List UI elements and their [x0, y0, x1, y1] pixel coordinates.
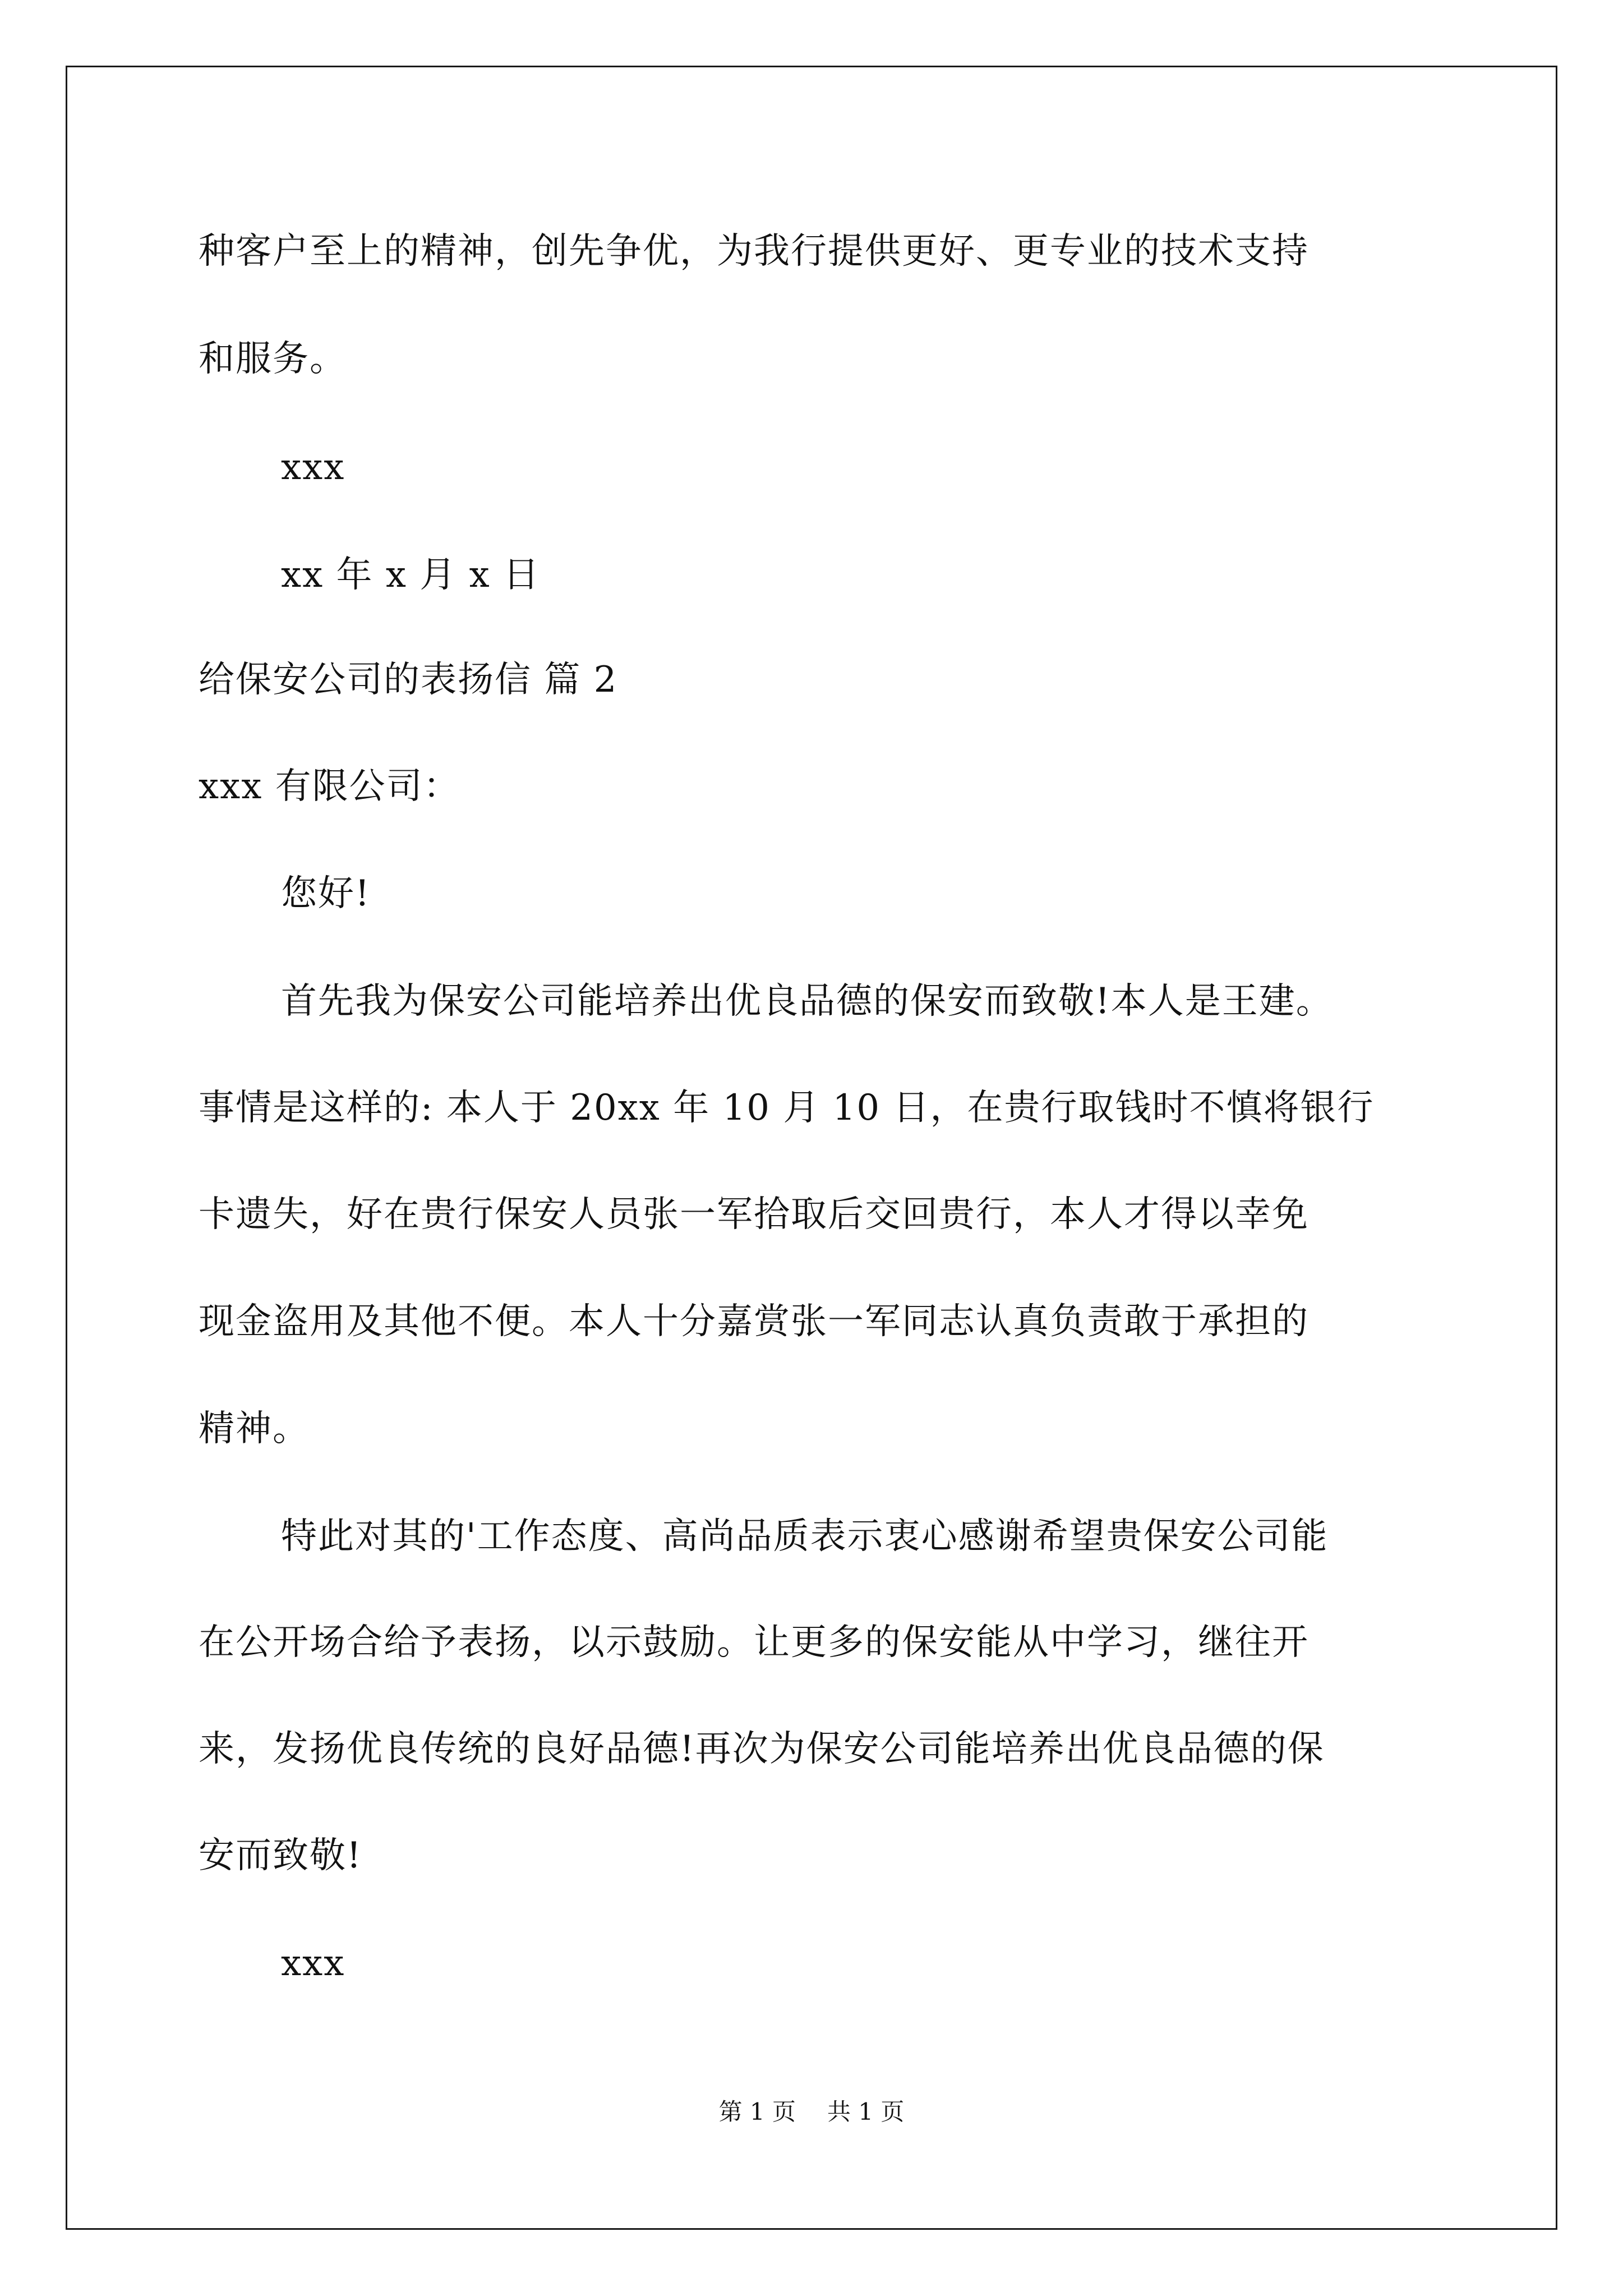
body-text-line: 种客户至上的精神，创先争优，为我行提供更好、更专业的技术支持: [199, 231, 1309, 272]
body-text-line: 现金盗用及其他不便。本人十分嘉赏张一军同志认真负责敢于承担的: [199, 1301, 1309, 1342]
page-number: 第 1 页: [718, 2098, 796, 2125]
body-text-line: 在公开场合给予表扬，以示鼓励。让更多的保安能从中学习，继往开: [199, 1622, 1309, 1663]
greeting: 您好!: [281, 873, 371, 914]
letter-addressee: xxx 有限公司：: [199, 766, 460, 807]
signature-name: xxx: [281, 1943, 345, 1984]
body-text-line: 和服务。: [199, 338, 347, 380]
section-title: 给保安公司的表扬信 篇 2: [199, 659, 618, 701]
body-text-line: 特此对其的'工作态度、高尚品质表示衷心感谢希望贵保安公司能: [281, 1516, 1329, 1557]
body-text-line: 事情是这样的: 本人于 20xx 年 10 月 10 日，在贵行取钱时不慎将银行: [199, 1087, 1375, 1129]
signature-date: xx 年 x 月 x 日: [281, 554, 541, 596]
body-text-line: 来，发扬优良传统的良好品德!再次为保安公司能培养出优良品德的保: [199, 1728, 1325, 1770]
page-total: 共 1 页: [827, 2098, 905, 2125]
body-text-line: 精神。: [199, 1408, 310, 1450]
page-border: [66, 66, 1557, 2230]
page-footer: [0, 2096, 1623, 2128]
body-text-line: 首先我为保安公司能培养出优良品德的保安而致敬!本人是王建。: [281, 981, 1333, 1022]
signature-name: xxx: [281, 447, 345, 488]
body-text-line: 卡遗失，好在贵行保安人员张一军拾取后交回贵行，本人才得以幸免: [199, 1194, 1309, 1235]
body-text-line: 安而致敬!: [199, 1835, 362, 1876]
